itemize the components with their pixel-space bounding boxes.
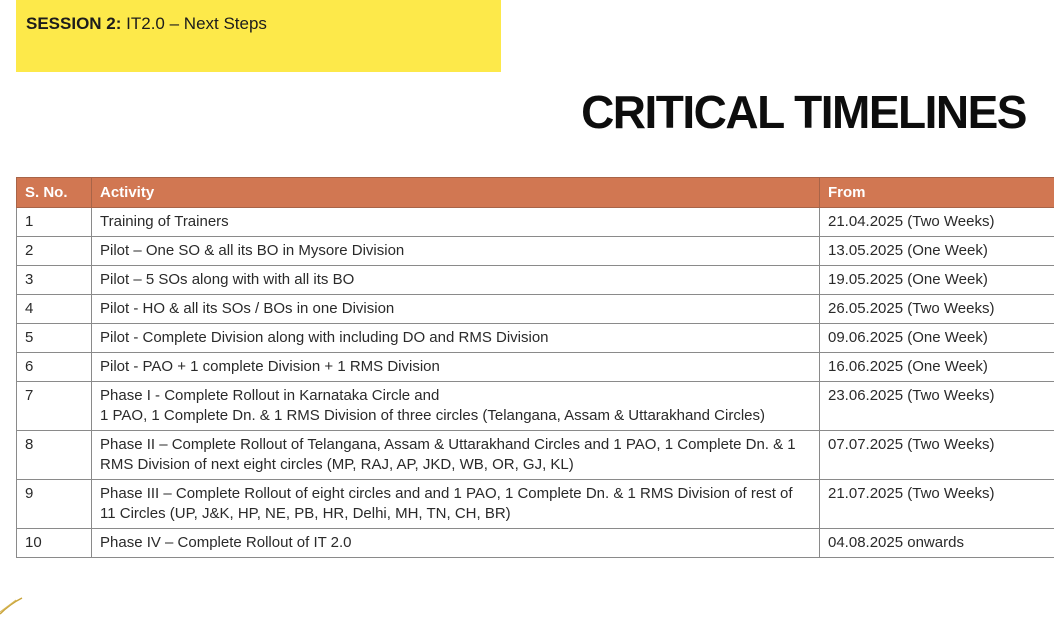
cell-activity: Phase I - Complete Rollout in Karnataka Circle and 1 PAO, 1 Complete Dn. & 1 RMS Division of three circles (Telangana, Assam & Uttarakhand Circles) xyxy=(92,382,820,431)
page-title: CRITICAL TIMELINES xyxy=(581,86,1026,138)
decorative-swoosh-icon xyxy=(0,596,30,616)
table-row xyxy=(17,353,1054,382)
table-row xyxy=(17,382,1054,431)
cell-sno: 5 xyxy=(17,324,92,353)
cell-sno: 7 xyxy=(17,382,92,431)
cell-from: 16.06.2025 (One Week) xyxy=(820,353,1054,382)
cell-from: 21.04.2025 (Two Weeks) xyxy=(820,208,1054,237)
table-row xyxy=(17,324,1054,353)
header-from: From xyxy=(820,178,1054,208)
cell-from: 13.05.2025 (One Week) xyxy=(820,237,1054,266)
timeline-table xyxy=(16,177,1054,558)
cell-from: 07.07.2025 (Two Weeks) xyxy=(820,431,1054,480)
cell-sno: 3 xyxy=(17,266,92,295)
table-header-row xyxy=(17,178,1054,208)
cell-sno: 4 xyxy=(17,295,92,324)
cell-from: 21.07.2025 (Two Weeks) xyxy=(820,480,1054,529)
cell-sno: 8 xyxy=(17,431,92,480)
cell-from: 04.08.2025 onwards xyxy=(820,529,1054,558)
table-row xyxy=(17,266,1054,295)
table-row xyxy=(17,295,1054,324)
cell-from: 23.06.2025 (Two Weeks) xyxy=(820,382,1054,431)
cell-sno: 10 xyxy=(17,529,92,558)
cell-activity: Pilot – One SO & all its BO in Mysore Division xyxy=(92,237,820,266)
cell-activity: Phase III – Complete Rollout of eight circles and and 1 PAO, 1 Complete Dn. & 1 RMS Division of rest of 11 Circles (UP, J&K, HP, NE, PB, HR, Delhi, MH, TN, CH, BR) xyxy=(92,480,820,529)
cell-activity: Pilot - Complete Division along with including DO and RMS Division xyxy=(92,324,820,353)
table-row xyxy=(17,480,1054,529)
session-label: SESSION 2: xyxy=(26,14,122,33)
cell-sno: 9 xyxy=(17,480,92,529)
session-heading xyxy=(26,14,267,34)
header-sno: S. No. xyxy=(17,178,92,208)
cell-from: 26.05.2025 (Two Weeks) xyxy=(820,295,1054,324)
table-row xyxy=(17,208,1054,237)
table-row xyxy=(17,237,1054,266)
cell-from: 09.06.2025 (One Week) xyxy=(820,324,1054,353)
session-title: IT2.0 – Next Steps xyxy=(121,14,267,33)
cell-activity: Training of Trainers xyxy=(92,208,820,237)
cell-activity: Pilot - HO & all its SOs / BOs in one Division xyxy=(92,295,820,324)
cell-sno: 6 xyxy=(17,353,92,382)
cell-from: 19.05.2025 (One Week) xyxy=(820,266,1054,295)
header-activity: Activity xyxy=(92,178,820,208)
session-banner xyxy=(16,0,501,72)
cell-activity: Pilot – 5 SOs along with with all its BO xyxy=(92,266,820,295)
cell-activity: Pilot - PAO + 1 complete Division + 1 RMS Division xyxy=(92,353,820,382)
table-row xyxy=(17,529,1054,558)
cell-sno: 2 xyxy=(17,237,92,266)
cell-activity: Phase II – Complete Rollout of Telangana, Assam & Uttarakhand Circles and 1 PAO, 1 Complete Dn. & 1 RMS Division of next eight circles (MP, RAJ, AP, JKD, WB, OR, GJ, KL) xyxy=(92,431,820,480)
cell-activity: Phase IV – Complete Rollout of IT 2.0 xyxy=(92,529,820,558)
cell-sno: 1 xyxy=(17,208,92,237)
table-row xyxy=(17,431,1054,480)
